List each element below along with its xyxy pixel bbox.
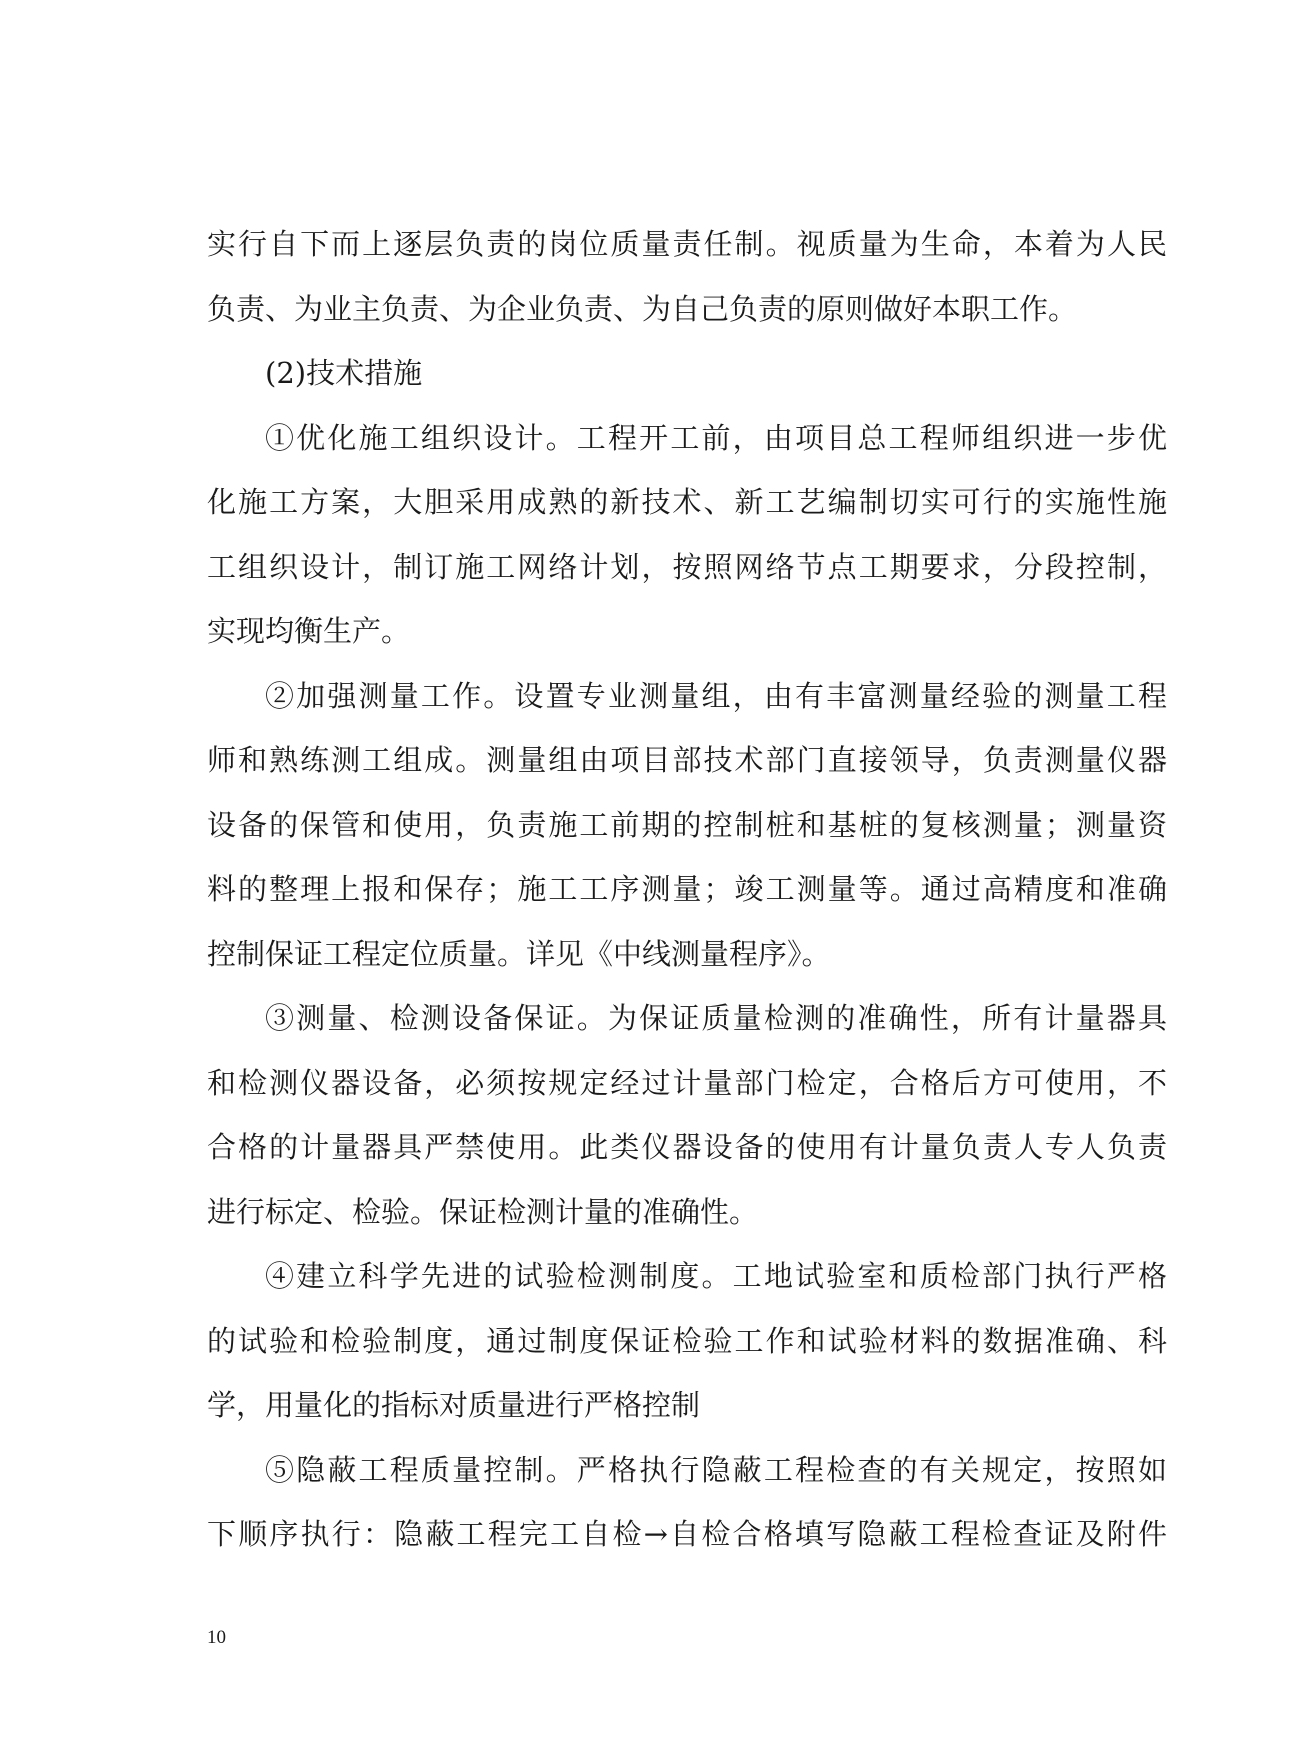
text-line: 合格的计量器具严禁使用。此类仪器设备的使用有计量负责人专人负责	[207, 1130, 1167, 1164]
page-number: 10	[207, 1627, 226, 1648]
text-line: ③测量、检测设备保证。为保证质量检测的准确性，所有计量器具	[265, 1001, 1167, 1035]
text-line: 料的整理上报和保存；施工工序测量；竣工测量等。通过高精度和准确	[207, 872, 1167, 906]
text-line: 负责、为业主负责、为企业负责、为自己负责的原则做好本职工作。	[207, 291, 1078, 326]
section-heading: (2)技术措施	[265, 356, 423, 390]
text-line: 控制保证工程定位质量。详见《中线测量程序》。	[207, 936, 831, 971]
text-line: 工组织设计，制订施工网络计划，按照网络节点工期要求，分段控制，	[207, 549, 1167, 584]
text-line: 进行标定、检验。保证检测计量的准确性。	[207, 1194, 759, 1229]
text-line: 化施工方案，大胆采用成熟的新技术、新工艺编制切实可行的实施性施	[207, 485, 1167, 519]
text-line: 和检测仪器设备，必须按规定经过计量部门检定，合格后方可使用，不	[207, 1065, 1167, 1100]
text-line: ②加强测量工作。设置专业测量组，由有丰富测量经验的测量工程	[265, 678, 1167, 713]
text-line: ①优化施工组织设计。工程开工前，由项目总工程师组织进一步优	[265, 420, 1167, 455]
text-line: ⑤隐蔽工程质量控制。严格执行隐蔽工程检查的有关规定，按照如	[265, 1452, 1167, 1487]
text-line: 下顺序执行：隐蔽工程完工自检→自检合格填写隐蔽工程检查证及附件	[207, 1517, 1167, 1551]
text-line: ④建立科学先进的试验检测制度。工地试验室和质检部门执行严格	[265, 1259, 1167, 1293]
text-line: 实行自下而上逐层负责的岗位质量责任制。视质量为生命，本着为人民	[207, 227, 1167, 261]
text-line: 的试验和检验制度，通过制度保证检验工作和试验材料的数据准确、科	[207, 1323, 1167, 1358]
text-line: 学，用量化的指标对质量进行严格控制	[207, 1388, 701, 1422]
body-text	[207, 212, 1167, 1567]
text-line: 师和熟练测工组成。测量组由项目部技术部门直接领导，负责测量仪器	[207, 743, 1167, 777]
text-line: 设备的保管和使用，负责施工前期的控制桩和基桩的复核测量；测量资	[207, 807, 1167, 842]
text-line: 实现均衡生产。	[207, 614, 411, 648]
